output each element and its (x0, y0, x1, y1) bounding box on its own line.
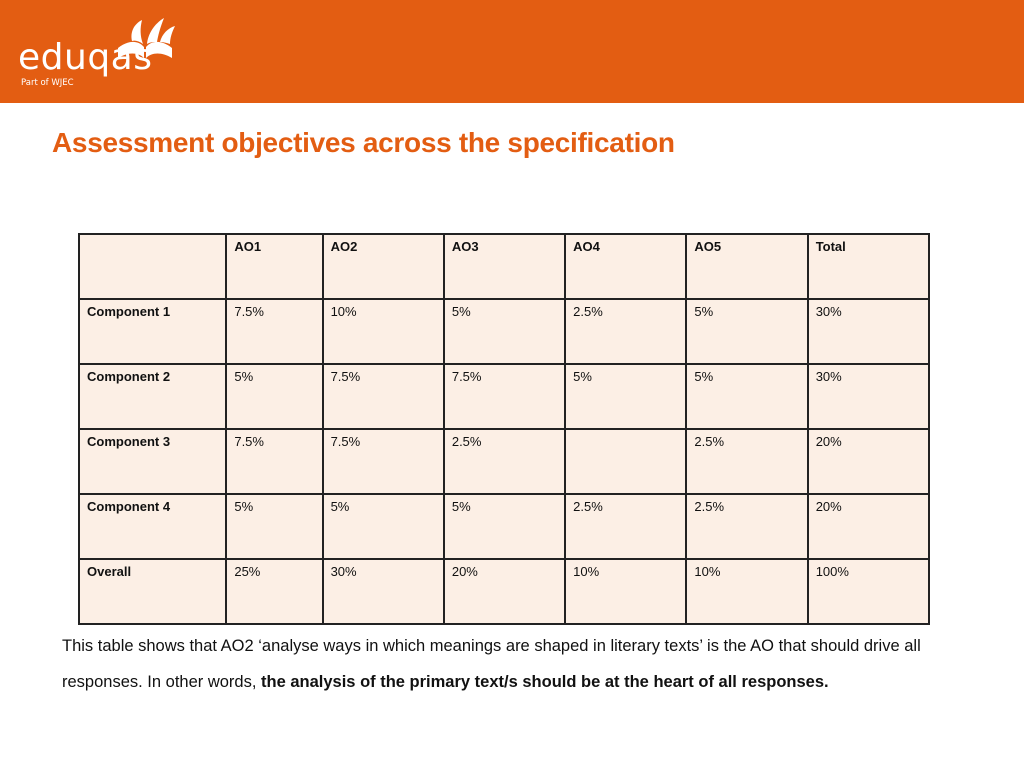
table-cell: 5% (323, 494, 444, 559)
table-cell: 5% (226, 494, 322, 559)
table-cell: 10% (565, 559, 686, 624)
table-cell: 7.5% (226, 299, 322, 364)
table-cell: 2.5% (444, 429, 565, 494)
table-cell: 5% (565, 364, 686, 429)
table-cell: 20% (808, 494, 929, 559)
header-cell-ao2: AO2 (323, 234, 444, 299)
table-cell: 100% (808, 559, 929, 624)
header-cell-blank (79, 234, 226, 299)
table-row (79, 299, 929, 364)
table-cell: 7.5% (444, 364, 565, 429)
table-cell: 5% (226, 364, 322, 429)
row-label: Component 3 (79, 429, 226, 494)
header-cell-ao3: AO3 (444, 234, 565, 299)
table-row (79, 364, 929, 429)
table-cell: 2.5% (686, 494, 807, 559)
table-cell: 2.5% (565, 494, 686, 559)
header-bar (0, 0, 1024, 103)
header-cell-total: Total (808, 234, 929, 299)
table-cell (565, 429, 686, 494)
table-cell: 30% (808, 299, 929, 364)
row-label: Component 1 (79, 299, 226, 364)
table-row (79, 494, 929, 559)
table-cell: 7.5% (226, 429, 322, 494)
table-cell: 5% (686, 299, 807, 364)
table-header-row (79, 234, 929, 299)
eduqas-logo (18, 14, 168, 94)
table-row (79, 429, 929, 494)
page-title: Assessment objectives across the specification (52, 127, 675, 158)
table-cell: 10% (323, 299, 444, 364)
logo-wordmark: eduqas (18, 37, 153, 78)
table-cell: 30% (323, 559, 444, 624)
table-cell: 5% (686, 364, 807, 429)
table-cell: 5% (444, 299, 565, 364)
table-cell: 25% (226, 559, 322, 624)
table-cell: 2.5% (565, 299, 686, 364)
footnote-paragraph (62, 628, 992, 700)
assessment-objectives-table (78, 233, 930, 625)
header-cell-ao5: AO5 (686, 234, 807, 299)
row-label: Overall (79, 559, 226, 624)
row-label: Component 2 (79, 364, 226, 429)
table-cell: 5% (444, 494, 565, 559)
table-cell: 20% (808, 429, 929, 494)
table-cell: 7.5% (323, 364, 444, 429)
header-cell-ao4: AO4 (565, 234, 686, 299)
row-label: Component 4 (79, 494, 226, 559)
table-row (79, 559, 929, 624)
table-cell: 30% (808, 364, 929, 429)
logo-tagline: Part of WJEC (21, 78, 74, 88)
table-cell: 2.5% (686, 429, 807, 494)
table-cell: 7.5% (323, 429, 444, 494)
table-cell: 20% (444, 559, 565, 624)
table-cell: 10% (686, 559, 807, 624)
footnote-emphasis: the analysis of the primary text/s should be at the heart of all responses. (261, 673, 829, 691)
header-cell-ao1: AO1 (226, 234, 322, 299)
footnote-text: This table shows that AO2 ‘analyse ways in which meanings are shaped in literary texts’ is the AO that should drive all responses. In other words, (62, 637, 921, 691)
